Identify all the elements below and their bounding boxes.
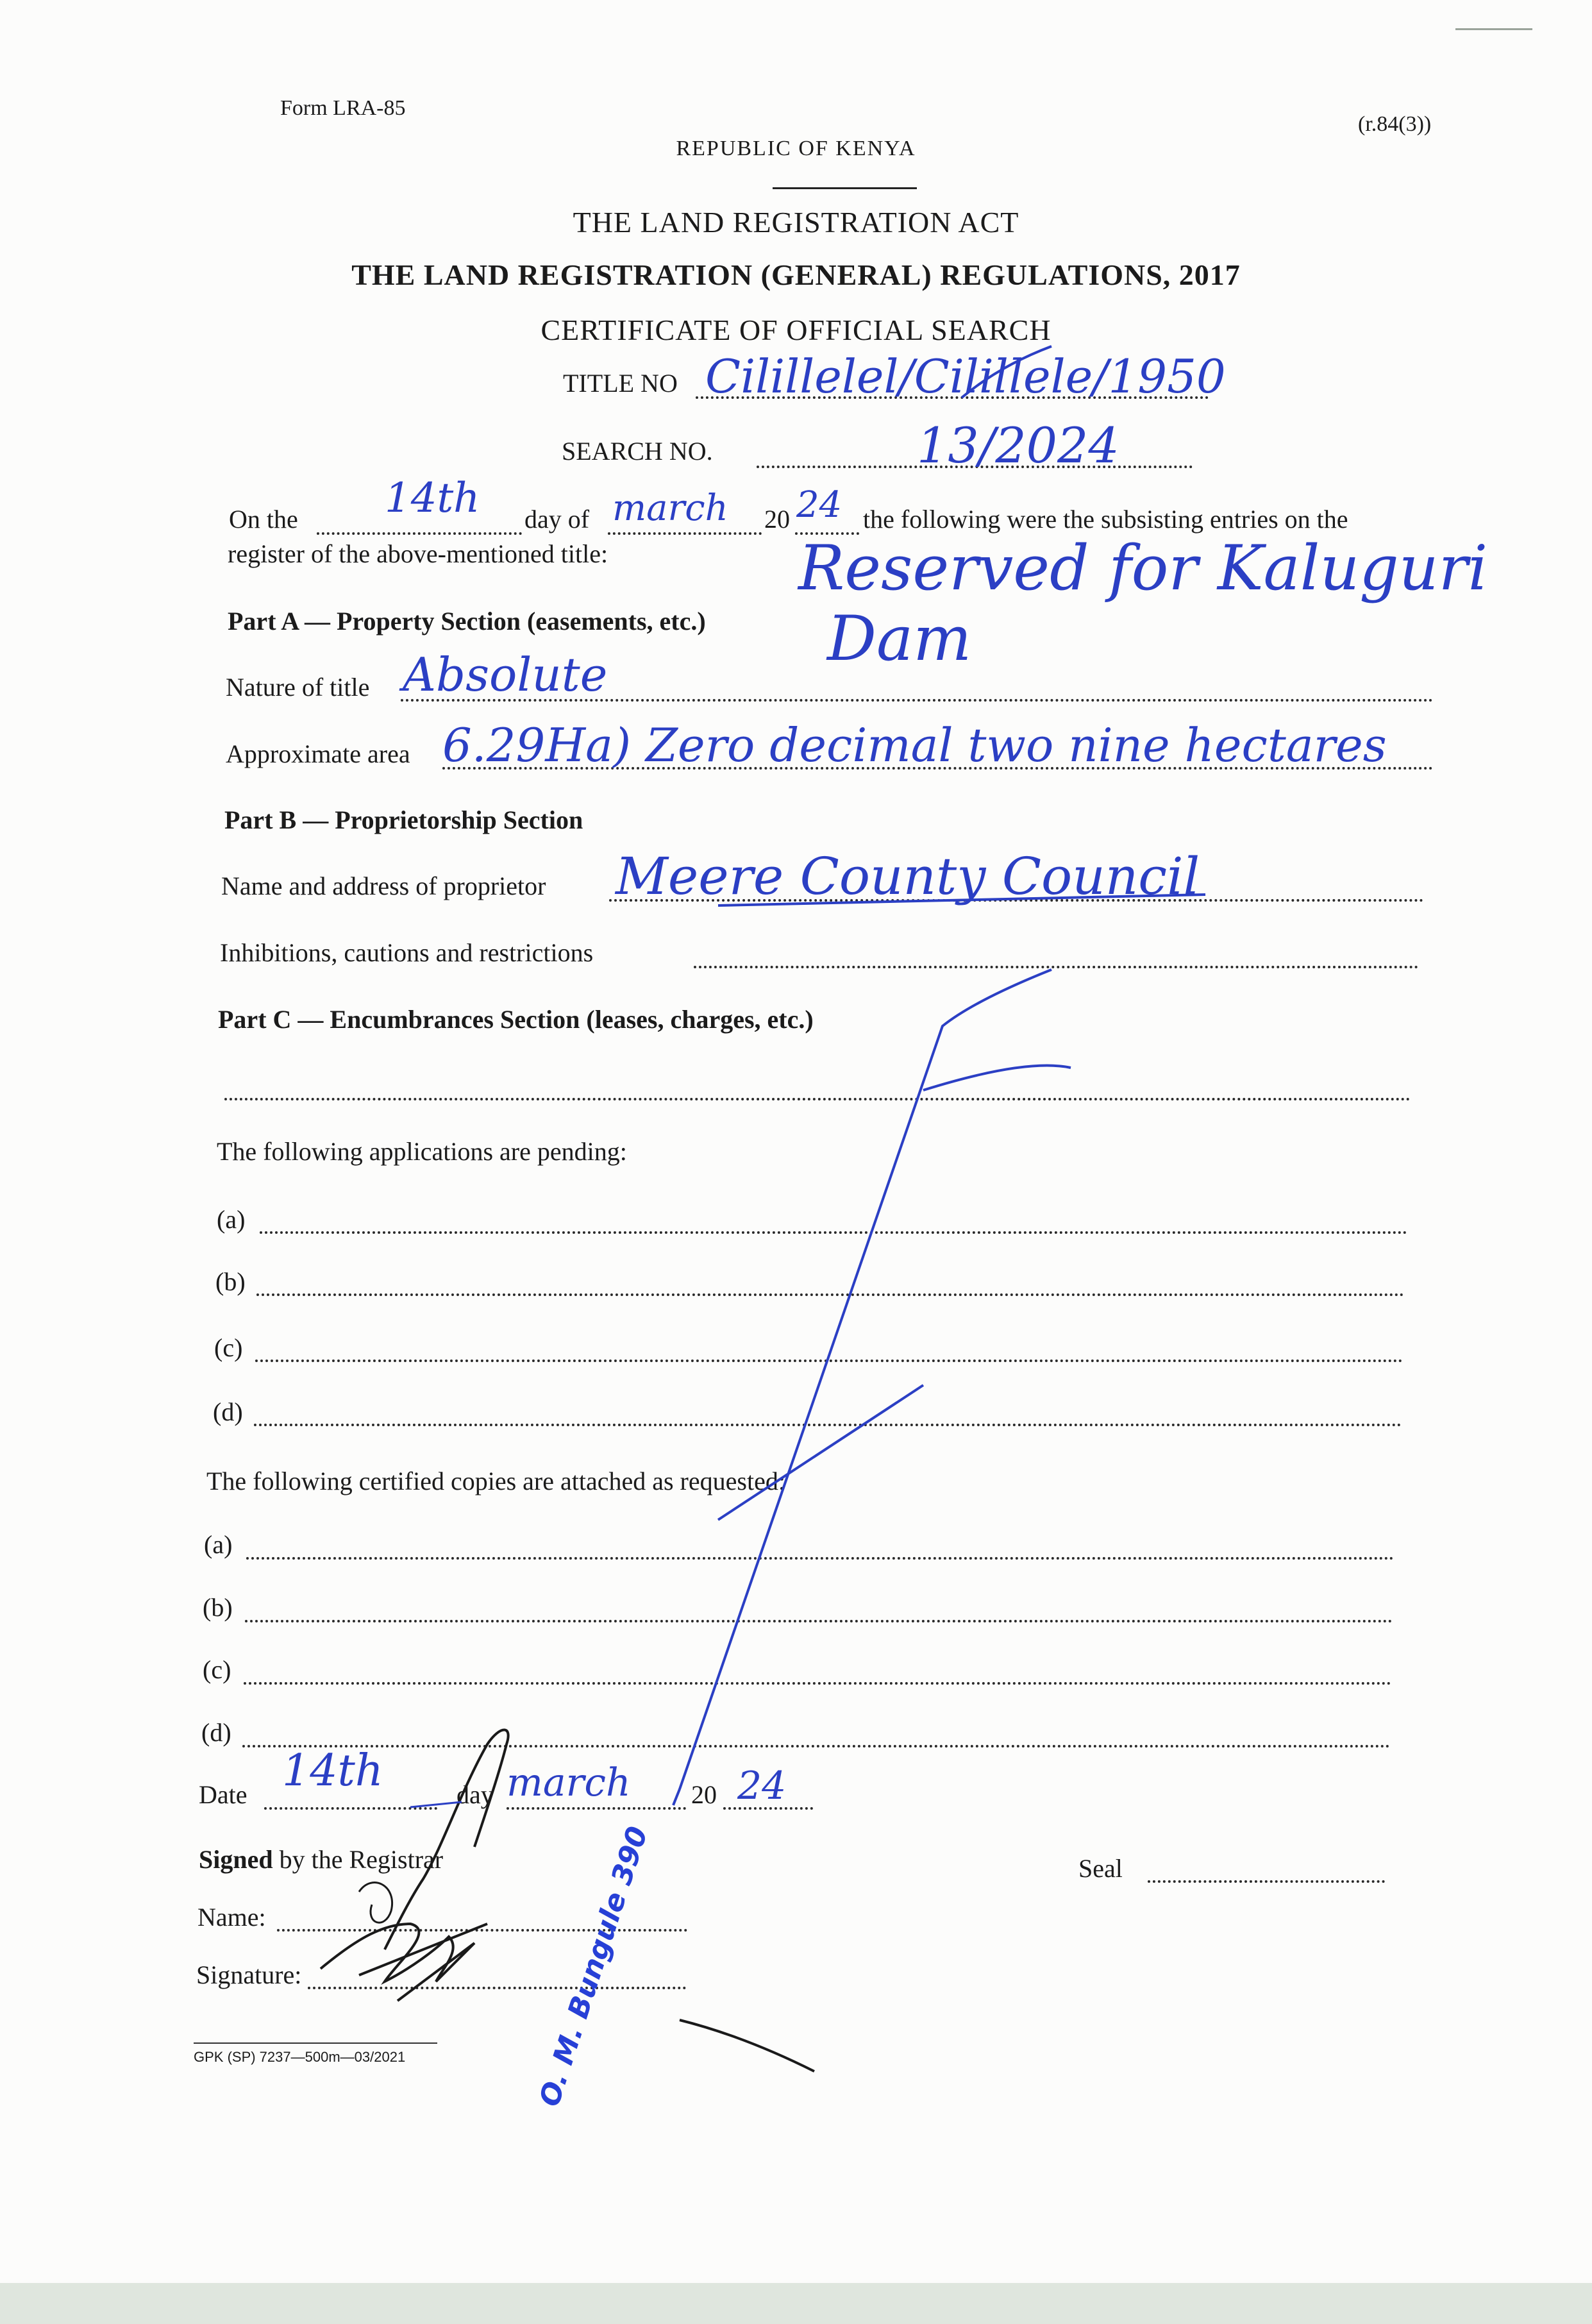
proprietor-label: Name and address of proprietor <box>221 872 546 900</box>
copies-heading: The following certified copies are attached as requested: <box>206 1467 785 1495</box>
title-no-label: TITLE NO <box>563 369 678 398</box>
officer-stamp: O. M. Bungule 390 <box>533 1823 655 2110</box>
name-label: Name: <box>197 1903 266 1932</box>
proprietor-value: Meere County Council <box>616 846 1200 906</box>
date-day-value: 14th <box>282 1746 383 1796</box>
approx-area-value: 6.29Ha) Zero decimal two nine hectares <box>442 718 1387 772</box>
pending-item-d: (d) <box>213 1397 243 1426</box>
on-the-label: On the <box>229 505 298 534</box>
year-prefix: 20 <box>764 505 790 534</box>
search-no-value: 13/2024 <box>917 417 1119 474</box>
search-no-label: SEARCH NO. <box>562 437 713 466</box>
date-year-value: 24 <box>737 1764 787 1808</box>
pending-item-b: (b) <box>215 1267 246 1296</box>
date-year-prefix: 20 <box>691 1780 717 1809</box>
signed-bold: Signed <box>199 1845 273 1874</box>
copies-item-c: (c) <box>203 1655 231 1684</box>
copies-item-d: (d) <box>201 1718 231 1747</box>
date-month-value: march <box>507 1760 631 1805</box>
date-underline <box>410 1802 462 1807</box>
stray-ink-stroke <box>680 2020 814 2071</box>
void-diagonal-line-3 <box>718 1385 923 1520</box>
form-number: Form LRA-85 <box>280 96 406 120</box>
date-label: Date <box>199 1780 247 1809</box>
seal-label: Seal <box>1078 1854 1123 1883</box>
signature-label: Signature: <box>196 1960 302 1989</box>
copies-item-b: (b) <box>203 1593 233 1622</box>
intro-day-value: 14th <box>385 475 480 522</box>
void-diagonal-line-2 <box>923 1066 1071 1090</box>
part-c-heading: Part C — Encumbrances Section (leases, charges, etc.) <box>218 1005 814 1034</box>
certificate-title: CERTIFICATE OF OFFICIAL SEARCH <box>540 314 1052 346</box>
approx-area-label: Approximate area <box>226 739 410 768</box>
pending-item-a: (a) <box>217 1205 246 1234</box>
intro-month-value: march <box>612 487 728 529</box>
registrar-signature <box>321 1730 508 2001</box>
republic-heading: REPUBLIC OF KENYA <box>676 137 916 160</box>
pending-item-c: (c) <box>214 1333 243 1362</box>
intro-after-year: the following were the subsisting entries on the <box>863 505 1348 534</box>
printer-reference: GPK (SP) 7237—500m—03/2021 <box>194 2049 406 2065</box>
nature-of-title-value: Absolute <box>403 648 608 702</box>
registrar-signature-loop <box>359 1883 392 1923</box>
title-no-value: Cilillelel/Cilillele/1950 <box>705 349 1226 403</box>
nature-of-title-label: Nature of title <box>226 673 370 702</box>
date-day-word: day <box>457 1780 494 1809</box>
pending-heading: The following applications are pending: <box>217 1137 627 1166</box>
remark-line-1: Reserved for Kaluguri <box>798 532 1488 604</box>
intro-year-value: 24 <box>796 484 842 526</box>
proprietor-ink-underline <box>718 895 1205 905</box>
day-of-label: day of <box>524 505 590 534</box>
remark-line-2: Dam <box>827 603 972 675</box>
copies-item-a: (a) <box>204 1530 233 1559</box>
void-diagonal-line <box>673 970 1052 1805</box>
title-no-ink-stroke <box>962 346 1052 398</box>
act-title: THE LAND REGISTRATION ACT <box>573 206 1019 239</box>
rule-reference: (r.84(3)) <box>1358 112 1432 136</box>
inhibitions-label: Inhibitions, cautions and restrictions <box>220 938 594 967</box>
part-b-heading: Part B — Proprietorship Section <box>224 805 583 834</box>
part-a-heading: Part A — Property Section (easements, etc.) <box>228 607 706 636</box>
signed-rest: by the Registrar <box>279 1845 444 1874</box>
intro-line-2: register of the above-mentioned title: <box>228 539 608 568</box>
regulations-title: THE LAND REGISTRATION (GENERAL) REGULATIONS, 2017 <box>351 258 1241 291</box>
